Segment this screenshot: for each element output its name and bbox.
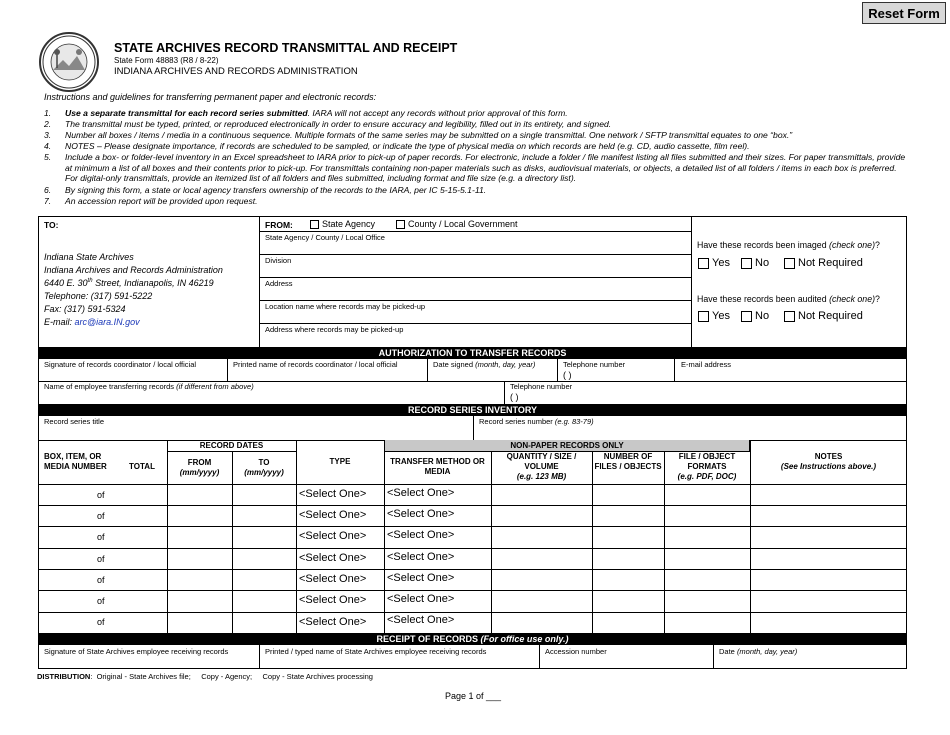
- audited-yes-label: Yes: [712, 310, 730, 322]
- instruction-text: NOTES – Please designate importance, if records are scheduled to be sampled, or indicate the type of physical media on which records are held (e.g. CD, audio cassette, film reel).: [65, 141, 750, 151]
- imaged-question: [697, 240, 880, 250]
- notes-header: [750, 452, 907, 472]
- inventory-bar: RECORD SERIES INVENTORY: [38, 404, 907, 416]
- from-option-local[interactable]: [396, 219, 518, 229]
- quantity-hint: (e.g. 123 MB): [516, 472, 567, 481]
- state-agency-label: State Agency: [322, 219, 376, 229]
- receipt-printed-name-field[interactable]: Printed / typed name of State Archives employee receiving records: [265, 647, 487, 656]
- quantity-label: QUANTITY / SIZE / VOLUME: [506, 452, 577, 471]
- distribution-line: [37, 672, 373, 681]
- auth-printed-name-field[interactable]: Printed name of records coordinator / local official: [233, 360, 398, 369]
- to-header-hint: (mm/yyyy): [244, 468, 284, 477]
- from-header-label: FROM: [187, 458, 212, 467]
- method-select[interactable]: <Select One>: [387, 508, 455, 520]
- distribution-text: : Original - State Archives file; Copy - Agency; Copy - State Archives processing: [90, 672, 373, 681]
- imaged-nr-checkbox[interactable]: [784, 258, 795, 269]
- auth-date-hint: (month, day, year): [475, 360, 536, 369]
- to-header-label: TO: [258, 458, 270, 467]
- imaged-yes[interactable]: [698, 257, 730, 269]
- audited-no-checkbox[interactable]: [741, 311, 752, 322]
- type-header: TYPE: [329, 457, 351, 466]
- local-gov-checkbox[interactable]: [396, 220, 405, 229]
- to-header: [232, 458, 296, 478]
- file-formats-header: [664, 452, 750, 482]
- form-title: STATE ARCHIVES RECORD TRANSMITTAL AND RECEIPT: [114, 41, 458, 55]
- audited-no[interactable]: [741, 310, 769, 322]
- series-number-field[interactable]: [479, 417, 594, 426]
- type-select[interactable]: <Select One>: [299, 616, 367, 628]
- instruction-item: [44, 108, 924, 119]
- instruction-text: By signing this form, a state or local agency transfers ownership of the records to the IARA, per IC 5-15-5.1-11.: [65, 185, 487, 195]
- instruction-number: 5.: [44, 152, 52, 162]
- auth-phone-paren: ( ): [563, 370, 572, 380]
- auth-date-label: Date signed: [433, 360, 474, 369]
- instruction-item: [44, 130, 924, 141]
- to-line1: Indiana State Archives: [44, 252, 134, 262]
- reset-form-button[interactable]: Reset Form: [862, 2, 946, 24]
- total-header: TOTAL: [129, 462, 155, 471]
- street-rest: Street, Indianapolis, IN 46219: [92, 278, 214, 288]
- auth-phone2-field[interactable]: Telephone number: [510, 382, 573, 391]
- auth-signature-field[interactable]: Signature of records coordinator / local official: [44, 360, 197, 369]
- receipt-accession-field[interactable]: Accession number: [545, 647, 607, 656]
- method-select[interactable]: <Select One>: [387, 593, 455, 605]
- employee-hint: (if different from above): [176, 382, 254, 391]
- series-number-hint: (e.g. 83-79): [554, 417, 594, 426]
- distribution-label: DISTRIBUTION: [37, 672, 91, 681]
- audited-hint: (check one): [829, 294, 876, 304]
- instruction-text: An accession report will be provided upon request.: [65, 196, 258, 206]
- method-select[interactable]: <Select One>: [387, 551, 455, 563]
- to-line2: Indiana Archives and Records Administration: [44, 265, 223, 275]
- audited-yes-checkbox[interactable]: [698, 311, 709, 322]
- imaged-yes-label: Yes: [712, 257, 730, 269]
- method-select[interactable]: <Select One>: [387, 487, 455, 499]
- receipt-signature-field[interactable]: Signature of State Archives employee receiving records: [44, 647, 229, 656]
- imaged-nr-label: Not Required: [798, 257, 863, 269]
- audited-yes[interactable]: [698, 310, 730, 322]
- instruction-number: 3.: [44, 130, 52, 140]
- receipt-bar-hint: (For office use only.): [480, 634, 569, 644]
- non-paper-header: NON-PAPER RECORDS ONLY: [510, 441, 624, 450]
- from-option-state[interactable]: [310, 219, 375, 229]
- email-link[interactable]: arc@iara.IN.gov: [74, 317, 140, 327]
- instruction-number: 7.: [44, 196, 52, 206]
- file-formats-label: FILE / OBJECT FORMATS: [678, 452, 736, 471]
- from-field-address[interactable]: Address: [265, 279, 293, 288]
- audited-nr-label: Not Required: [798, 310, 863, 322]
- instruction-item: [44, 141, 924, 152]
- instruction-text: The transmittal must be typed, printed, or reproduced electronically in order to ensure accuracy and legibility, filled out in its entirety, and signed.: [65, 119, 612, 129]
- box-number-header: BOX, ITEM, OR MEDIA NUMBER: [44, 452, 107, 471]
- instruction-bold: Use a separate transmittal for each record series submitted: [65, 108, 308, 118]
- street-number: 6440 E. 30: [44, 278, 88, 288]
- to-label: TO:: [44, 220, 59, 230]
- imaged-hint: (check one): [829, 240, 876, 250]
- box-of-label: of: [97, 575, 105, 585]
- from-label: FROM:: [265, 220, 293, 230]
- instruction-number: 6.: [44, 185, 52, 195]
- box-of-label: of: [97, 490, 105, 500]
- method-select[interactable]: <Select One>: [387, 614, 455, 626]
- audited-qmark: ?: [875, 294, 880, 304]
- instruction-number: 2.: [44, 119, 52, 129]
- seal-icon: [41, 34, 97, 90]
- instructions-intro: Instructions and guidelines for transferring permanent paper and electronic records:: [44, 92, 377, 102]
- receipt-bar-title: RECEIPT OF RECORDS: [376, 634, 478, 644]
- box-of-label: of: [97, 511, 105, 521]
- box-of-label: of: [97, 532, 105, 542]
- quantity-header: [491, 452, 592, 482]
- state-seal: [39, 32, 99, 92]
- instruction-text: Number all boxes / items / media in a continuous sequence. Multiple formats of the same series may be submitted on a single transmittal. One network / SFTP transmittal equates to one “box.”: [65, 130, 793, 140]
- type-select[interactable]: <Select One>: [299, 488, 367, 500]
- type-select[interactable]: <Select One>: [299, 594, 367, 606]
- box-of-label: of: [97, 617, 105, 627]
- to-email-line: [44, 317, 140, 327]
- imaged-yes-checkbox[interactable]: [698, 258, 709, 269]
- audited-nr-checkbox[interactable]: [784, 311, 795, 322]
- from-header: [167, 458, 232, 478]
- auth-phone-field[interactable]: Telephone number: [563, 360, 626, 369]
- audited-not-required[interactable]: [784, 310, 863, 322]
- auth-phone2-paren: ( ): [510, 392, 519, 402]
- instruction-text: . IARA will not accept any records without prior approval of this form.: [307, 108, 568, 118]
- receipt-date-label: Date: [719, 647, 735, 656]
- auth-email-field[interactable]: E-mail address: [681, 360, 732, 369]
- instruction-number: 4.: [44, 141, 52, 151]
- authorization-bar: AUTHORIZATION TO TRANSFER RECORDS: [38, 347, 907, 359]
- type-select[interactable]: <Select One>: [299, 573, 367, 585]
- method-select[interactable]: <Select One>: [387, 572, 455, 584]
- from-field-office[interactable]: State Agency / County / Local Office: [265, 233, 385, 242]
- imaged-qmark: ?: [875, 240, 880, 250]
- imaged-no-label: No: [755, 257, 770, 269]
- file-formats-hint: (e.g. PDF, DOC): [677, 472, 737, 481]
- type-select[interactable]: <Select One>: [299, 509, 367, 521]
- page-number: Page 1 of ___: [445, 691, 502, 701]
- auth-employee-field[interactable]: [44, 382, 254, 391]
- instruction-text: Include a box- or folder-level inventory in an Excel spreadsheet to IARA prior to pick-up of paper records. For electronic, include a folder / file manifest listing all files submitted and their sizes. For paper transmittals, provide at minimum a list of all boxes and their contents prior to pick-up. For transmittals containing non-paper materials such as disks, audiovisual materials, or objects, a detailed list of all folders / items in each box is preferred. For digital-only transmittals, provide an itemized list of all folders and files submitted, including format and file size (e.g. a directory list).: [65, 152, 906, 183]
- local-gov-label: County / Local Government: [408, 219, 518, 229]
- from-header-hint: (mm/yyyy): [179, 468, 220, 477]
- series-title-field[interactable]: Record series title: [44, 417, 105, 426]
- instruction-number: 1.: [44, 108, 52, 118]
- series-number-label: Record series number: [479, 417, 553, 426]
- transfer-method-header: TRANSFER METHOD OR MEDIA: [390, 457, 485, 476]
- from-field-pickup-address[interactable]: Address where records may be picked-up: [265, 325, 404, 334]
- imaged-no-checkbox[interactable]: [741, 258, 752, 269]
- to-fax: Fax: (317) 591-5324: [44, 304, 126, 314]
- instruction-item: [44, 152, 924, 185]
- imaged-question-text: Have these records been imaged: [697, 240, 827, 250]
- num-files-header: NUMBER OF FILES / OBJECTS: [594, 452, 662, 471]
- employee-label: Name of employee transferring records: [44, 382, 175, 391]
- receipt-date-hint: (month, day, year): [736, 647, 798, 656]
- state-agency-checkbox[interactable]: [310, 220, 319, 229]
- imaged-no[interactable]: [741, 257, 769, 269]
- notes-label: NOTES: [814, 452, 843, 461]
- from-field-division[interactable]: Division: [265, 256, 292, 265]
- notes-hint: (See Instructions above.): [780, 462, 877, 471]
- box-of-label: of: [97, 596, 105, 606]
- receipt-bar: [38, 633, 907, 645]
- receipt-date-field[interactable]: [719, 647, 797, 656]
- type-select[interactable]: <Select One>: [299, 530, 367, 542]
- state-form-number: State Form 48883 (R8 / 8-22): [114, 56, 219, 65]
- type-select[interactable]: <Select One>: [299, 552, 367, 564]
- email-label: E-mail:: [44, 317, 75, 327]
- box-of-label: of: [97, 554, 105, 564]
- instruction-item: [44, 185, 924, 196]
- instruction-item: [44, 196, 924, 207]
- street-suffix: th: [87, 278, 93, 284]
- agency-name: INDIANA ARCHIVES AND RECORDS ADMINISTRATION: [114, 66, 358, 77]
- imaged-not-required[interactable]: [784, 257, 863, 269]
- from-field-pickup-location[interactable]: Location name where records may be picked-up: [265, 302, 426, 311]
- method-select[interactable]: <Select One>: [387, 529, 455, 541]
- to-telephone: Telephone: (317) 591-5222: [44, 291, 153, 301]
- to-street: [44, 278, 214, 288]
- auth-date-field[interactable]: [433, 360, 535, 369]
- audited-no-label: No: [755, 310, 770, 322]
- audited-question-text: Have these records been audited: [697, 294, 827, 304]
- instruction-item: [44, 119, 924, 130]
- audited-question: [697, 294, 880, 304]
- record-dates-header: RECORD DATES: [199, 441, 264, 450]
